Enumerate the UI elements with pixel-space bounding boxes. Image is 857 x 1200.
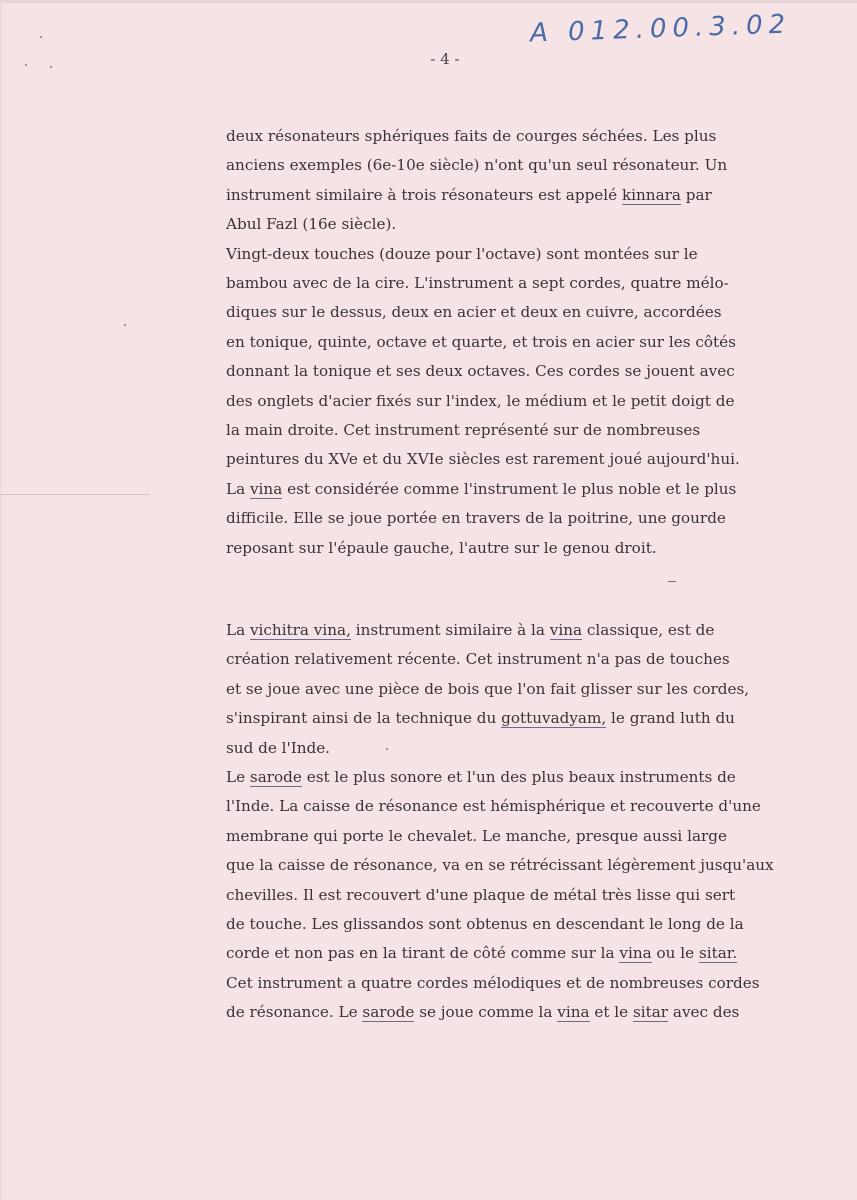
text-segment: corde et non pas en la tirant de côté comme sur la (226, 944, 620, 963)
text-line (226, 734, 846, 763)
text-line (226, 240, 846, 269)
text-segment: instrument similaire à la (350, 621, 550, 639)
archive-reference-code: A 012.00.3.02 (529, 9, 792, 49)
text-segment: La (226, 479, 250, 498)
text-line (226, 181, 846, 210)
text-segment: Vingt-deux touches (douze pour l'octave) sont montées sur le (226, 244, 698, 263)
text-segment: difficile. Elle se joue portée en travers de la poitrine, une gourde (226, 509, 726, 528)
page-number: - 4 - (430, 50, 460, 68)
text-line (226, 298, 846, 327)
text-line (226, 822, 846, 851)
paper-speck (40, 36, 42, 38)
paper-speck (25, 64, 27, 66)
text-line (226, 616, 846, 645)
underlined-term: kinnara (621, 185, 681, 204)
text-segment: est le plus sonore et l'un des plus beaux instruments de (301, 768, 736, 787)
text-line (226, 534, 846, 563)
underlined-term: vina (557, 1003, 590, 1022)
text-segment: et le (589, 1003, 633, 1022)
text-line (226, 763, 846, 792)
text-segment: classique, est de (582, 621, 715, 639)
text-line (226, 851, 846, 880)
underlined-term: gottuvadyam, (501, 709, 607, 728)
text-segment: reposant sur l'épaule gauche, l'autre sur le genou droit. (226, 538, 657, 557)
underlined-term: vina (249, 479, 283, 498)
text-line (226, 445, 846, 474)
text-line (226, 357, 846, 386)
text-line (226, 416, 846, 445)
text-segment: et se joue avec une pièce de bois que l'on fait glisser sur les cordes, (226, 679, 750, 698)
text-segment: en tonique, quinte, octave et quarte, et trois en acier sur les côtés (226, 332, 736, 351)
text-segment: sud de l'Inde. (226, 738, 331, 757)
text-line (226, 939, 846, 968)
text-segment: membrane qui porte le chevalet. Le manche, presque aussi large (226, 826, 727, 845)
text-segment: bambou avec de la cire. L'instrument a sept cordes, quatre mélo- (226, 274, 729, 293)
text-segment: par (680, 185, 712, 204)
paragraph-block-2 (226, 616, 846, 1028)
text-line (226, 269, 846, 298)
text-segment: création relativement récente. Cet instrument n'a pas de touches (226, 650, 730, 669)
text-line (226, 151, 846, 180)
text-segment: l'Inde. La caisse de résonance est hémisphérique et recouverte d'une (226, 797, 761, 816)
text-segment: La (226, 621, 250, 639)
text-line (226, 645, 846, 674)
text-line (226, 504, 846, 533)
paper-speck (50, 66, 52, 68)
underlined-term: sitar. (698, 944, 738, 963)
stray-pen-mark (668, 581, 676, 582)
paper-speck (386, 748, 388, 750)
text-segment: peintures du XVe et du XVIe siècles est rarement joué aujourd'hui. (226, 450, 740, 469)
underlined-term: vina (549, 621, 583, 639)
text-segment: chevilles. Il est recouvert d'une plaque de métal très lisse qui sert (226, 885, 736, 904)
text-line (226, 881, 846, 910)
text-line (226, 910, 846, 939)
paragraph-block-1 (226, 122, 846, 563)
text-segment: anciens exemples (6e-10e siècle) n'ont qu'un seul résonateur. Un (226, 156, 728, 175)
text-segment: est considérée comme l'instrument le plus noble et le plus (282, 479, 737, 498)
underlined-term: vina (619, 944, 652, 963)
underlined-term: sarode (249, 768, 302, 787)
text-segment: de résonance. Le (226, 1003, 363, 1022)
text-line (226, 792, 846, 821)
text-line (226, 210, 846, 239)
text-line (226, 675, 846, 704)
text-segment: s'inspirant ainsi de la technique du (226, 709, 502, 728)
text-segment: de touche. Les glissandos sont obtenus en descendant le long de la (226, 915, 744, 934)
text-line (226, 387, 846, 416)
text-segment: le grand luth du (606, 709, 735, 728)
text-segment: que la caisse de résonance, va en se rétrécissant légèrement jusqu'aux (226, 856, 774, 875)
text-segment: donnant la tonique et ses deux octaves. Ces cordes se jouent avec (226, 362, 735, 381)
text-line (226, 998, 846, 1027)
text-segment: la main droite. Cet instrument représenté sur de nombreuses (226, 421, 701, 440)
text-segment: ou le (651, 944, 699, 963)
text-line (226, 969, 846, 998)
text-segment: se joue comme la (414, 1003, 558, 1022)
underlined-term: sitar (632, 1003, 669, 1022)
paper-speck (124, 324, 126, 326)
underlined-term: vichitra vina, (249, 621, 351, 639)
text-line (226, 328, 846, 357)
text-segment: instrument similaire à trois résonateurs est appelé (226, 185, 622, 204)
margin-mark (0, 494, 150, 495)
text-line (226, 704, 846, 733)
text-line (226, 122, 846, 151)
text-segment: deux résonateurs sphériques faits de courges séchées. Les plus (226, 127, 717, 145)
text-segment: Cet instrument a quatre cordes mélodiques et de nombreuses cordes (226, 973, 760, 992)
text-line (226, 475, 846, 504)
text-segment: des onglets d'acier fixés sur l'index, le médium et le petit doigt de (226, 391, 735, 410)
text-segment: diques sur le dessus, deux en acier et deux en cuivre, accordées (226, 303, 722, 322)
text-segment: Le (226, 768, 250, 787)
text-segment: Abul Fazl (16e siècle). (226, 215, 397, 234)
underlined-term: sarode (362, 1003, 415, 1022)
text-segment: avec des (668, 1003, 740, 1022)
